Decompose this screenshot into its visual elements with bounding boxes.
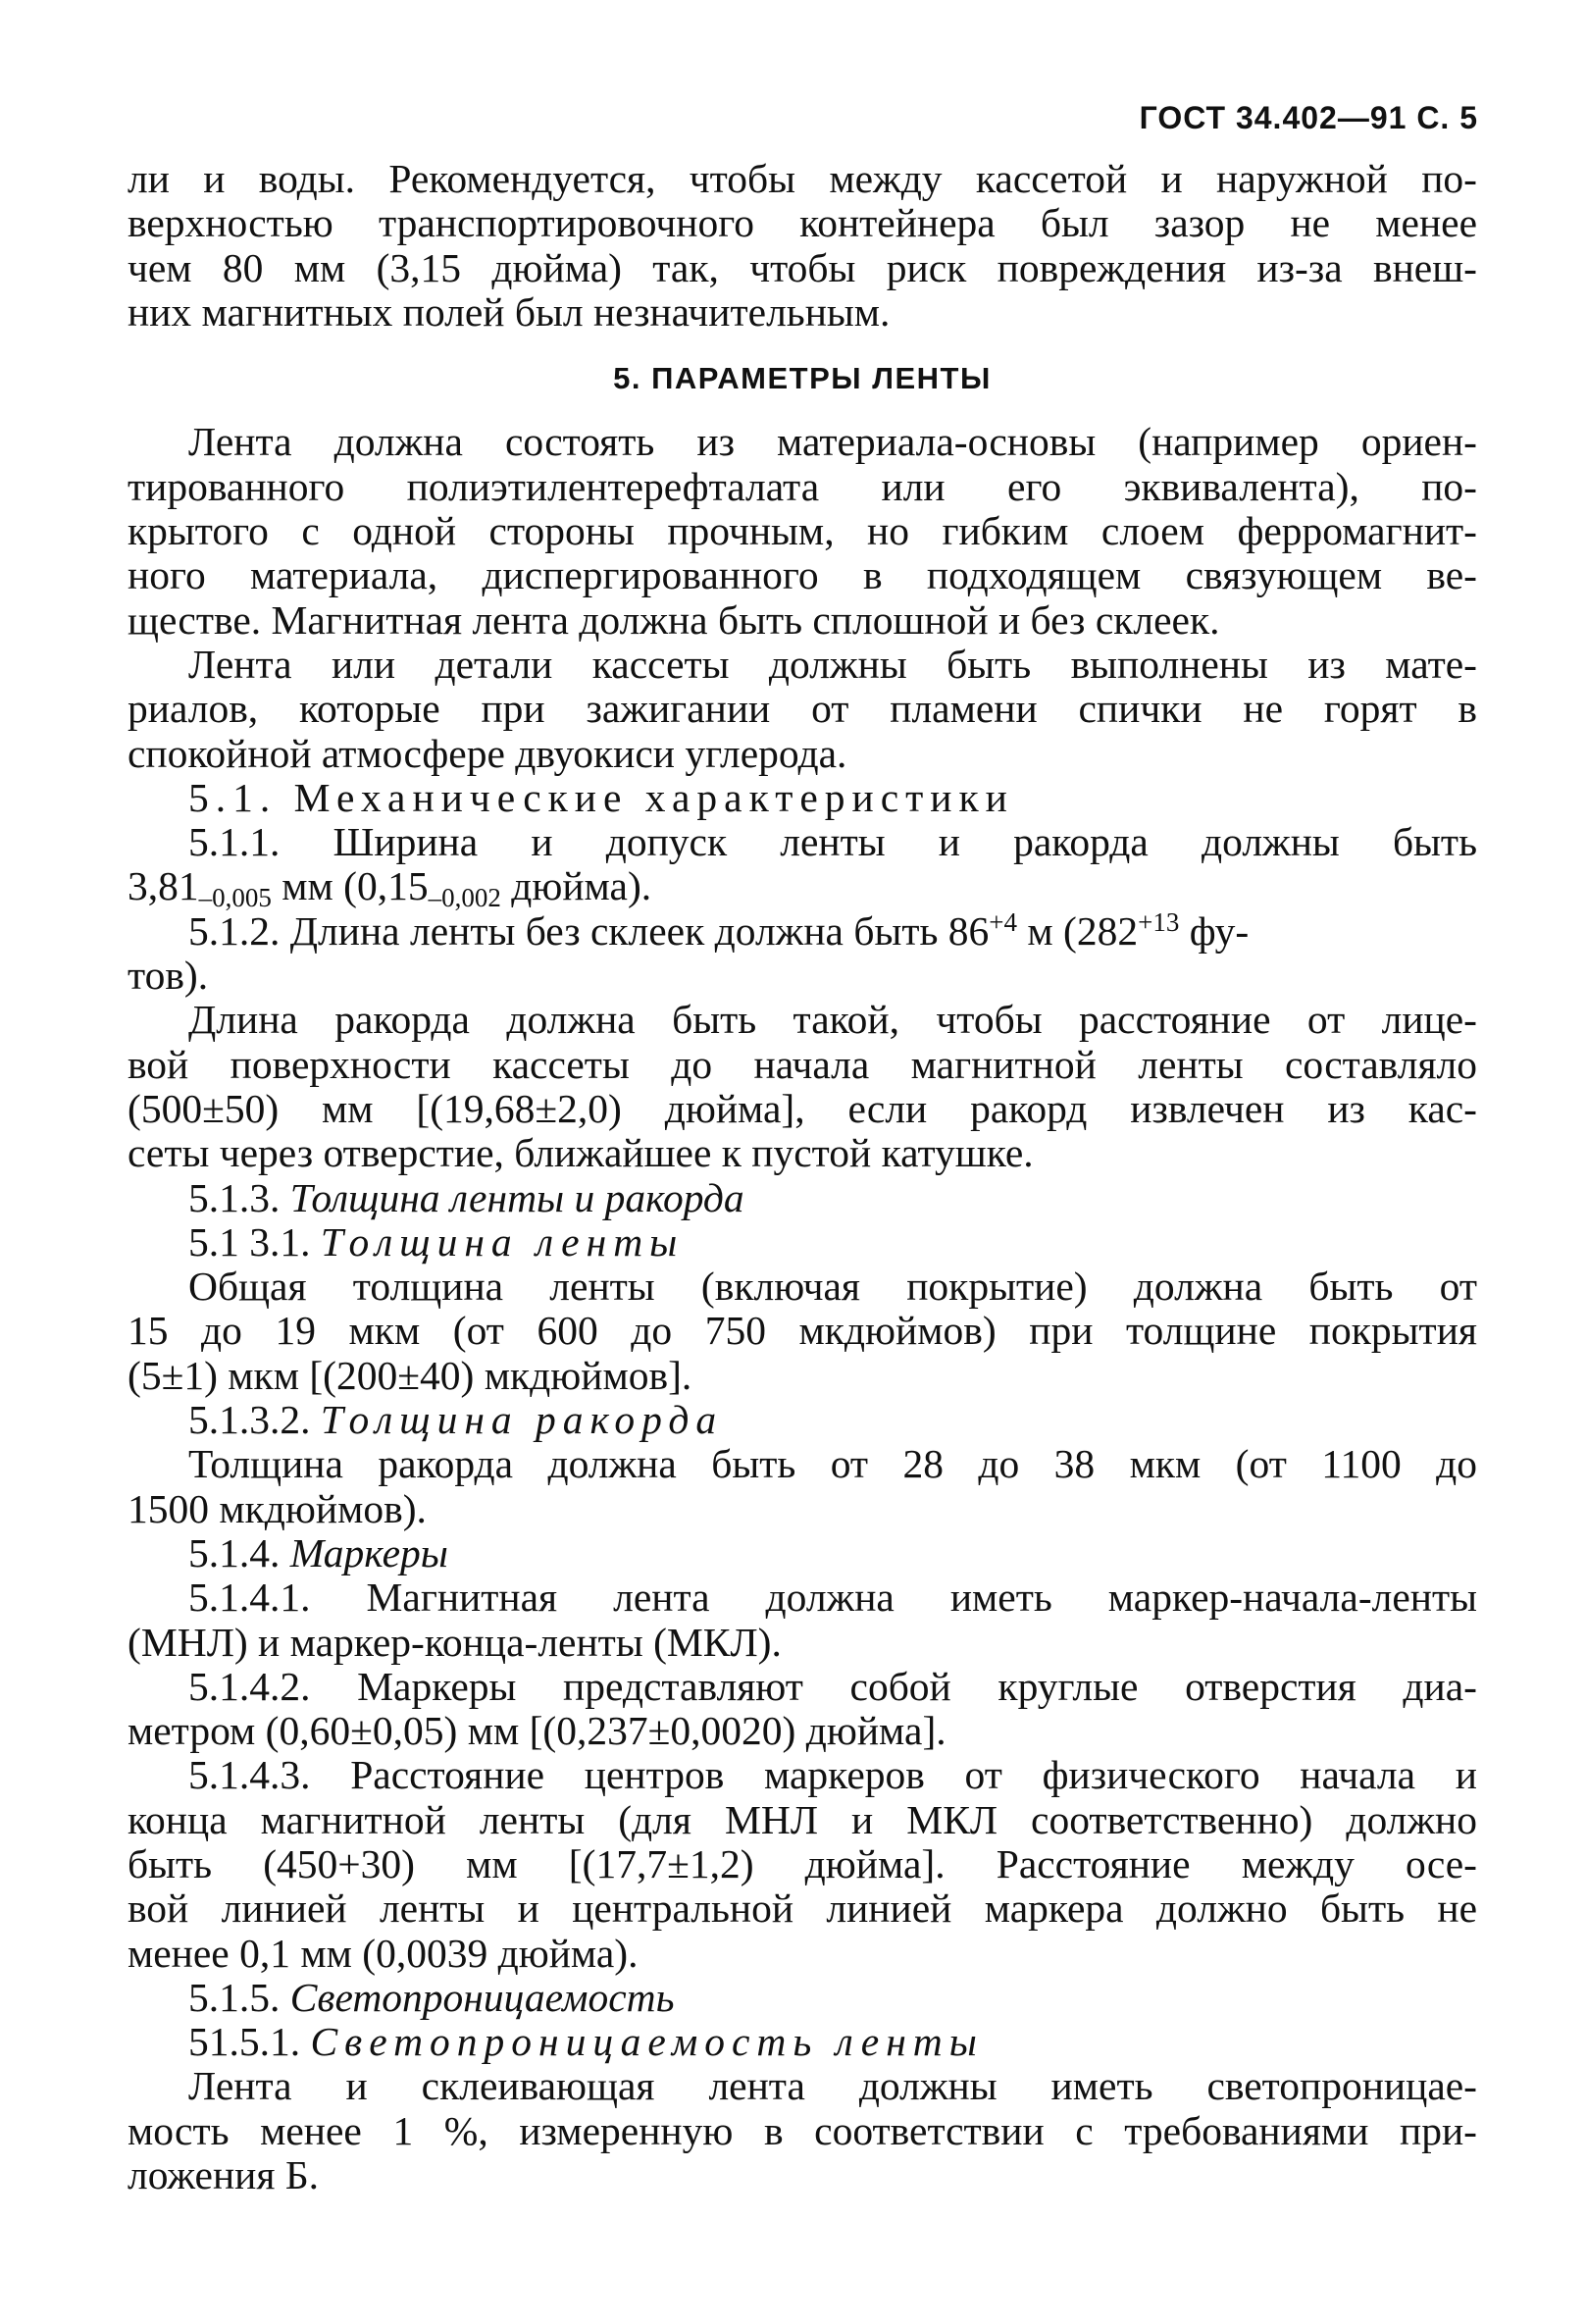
clause-5-1-4-heading: 5.1.4. Маркеры [188,1529,448,1575]
text-line: менее 0,1 мм (0,0039 дюйма). [128,1930,639,1976]
subsection-heading-5-1: 5.1. Механические характеристики [188,774,1014,820]
text-line: Лента и склеивающая лента должны иметь светопроницае- [188,2063,1477,2109]
clause-5-1-2 [128,906,1477,999]
text-line: верхностью транспортировочного контейнера был зазор не менее [128,200,1477,246]
text-line: мость менее 1 %, измеренную в соответствии с требованиями при- [128,2107,1477,2153]
text-line: (500±50) мм [(19,68±2,0) дюйма], если ракорд извлечен из кас- [128,1085,1477,1131]
text-line: 15 до 19 мкм (от 600 до 750 мкдюймов) при толщине покрытия [128,1308,1477,1354]
text-line: ли и воды. Рекомендуется, чтобы между кассетой и наружной по- [128,156,1477,201]
document-body [128,157,1477,2197]
paragraph-light-transmission [128,2064,1477,2197]
clause-5-1-4-2 [128,1665,1477,1754]
text-line: (МНЛ) и маркер-конца-ленты (МКЛ). [128,1619,782,1665]
text-line: вой поверхности кассеты до начала магнитной ленты составляло [128,1041,1477,1087]
text-line: $3,81_{-0,005}$ мм ($0,15_{-0,002}$ дюйма). [128,863,652,913]
clause-5-1-1 [128,819,1477,913]
clause-5-1-3-2-heading: 5.1.3.2. Толщина ракорда [188,1397,724,1443]
clause-5-1-5-1-heading: 51.5.1. Светопроницаемость ленты [188,2019,984,2065]
page-header: ГОСТ 34.402—91 С. 5 [1139,100,1478,135]
clause-5-1-5-heading: 5.1.5. Светопроницаемость [188,1974,675,2020]
paragraph-flammability [128,643,1477,776]
text-line: Длина ракорда должна быть такой, чтобы расстояние от лице- [188,997,1477,1043]
clause-5-1-4-3 [128,1753,1477,1975]
text-line: крытого с одной стороны прочным, но гибким слоем ферромагнит- [128,508,1477,554]
text-line: 5.1.4.2. Маркеры представляют собой круглые отверстия диа- [188,1663,1477,1709]
text-line: них магнитных полей был незначительным. [128,288,891,335]
text-line: спокойной атмосфере двуокиси углерода. [128,730,847,776]
text-line: 5.1.4.1. Магнитная лента должна иметь маркер-начала-ленты [188,1575,1477,1621]
text-line: риалов, которые при зажигании от пламени спички не горят в [128,686,1477,732]
paragraph-tape-composition [128,420,1477,642]
text-line: 5.1.1. Ширина и допуск ленты и ракорда должны быть [188,819,1477,865]
text-line: Толщина ракорда должна быть от 28 до 38 мкм (от 1100 до [188,1441,1477,1487]
text-line: 5.1.2. Длина ленты без склеек должна быть $86^{+4}$ м ($282^{+13}$ фу- [188,906,1250,954]
text-line: конца магнитной ленты (для МНЛ и МКЛ соответственно) должно [128,1796,1477,1842]
clause-5-1-3-1-heading: 5.1 3.1. Толщина ленты [188,1218,685,1265]
clause-5-1-3-heading: 5.1.3. Толщина ленты и ракорда [188,1174,744,1220]
text-line: ложения Б. [128,2152,320,2198]
text-line: сеты через отверстие, ближайшее к пустой катушке. [128,1130,1034,1176]
text-line: метром (0,60±0,05) мм [(0,237±0,0020) дюйма]. [128,1708,946,1754]
text-line: (5±1) мкм [(200±40) мкдюймов]. [128,1352,692,1398]
text-line: Лента или детали кассеты должны быть выполнены из мате- [188,641,1477,687]
paragraph-tape-thickness [128,1265,1477,1398]
text-line: быть (450+30) мм [(17,7±1,2) дюйма]. Расстояние между осе- [128,1840,1477,1886]
section-title: 5. ПАРАМЕТРЫ ЛЕНТЫ [613,361,992,396]
clause-5-1-4-1 [128,1575,1477,1665]
text-line: чем 80 мм (3,15 дюйма) так, чтобы риск повреждения из-за внеш- [128,244,1477,290]
text-line: 5.1.4.3. Расстояние центров маркеров от физического начала и [188,1752,1477,1798]
text-line: 1500 мкдюймов). [128,1485,427,1531]
text-line: тированного полиэтилентерефталата или его эквивалента), по- [128,463,1477,509]
paragraph-leader-length [128,998,1477,1175]
paragraph-storage [128,157,1477,335]
text-line: ного материала, диспергированного в подходящем связующем ве- [128,552,1477,598]
text-line: Общая толщина ленты (включая покрытие) должна быть от [188,1264,1477,1310]
text-line: тов). [128,953,209,999]
paragraph-leader-thickness [128,1442,1477,1531]
text-line: вой линией ленты и центральной линией маркера должно быть не [128,1885,1477,1932]
text-line: ществе. Магнитная лента должна быть сплошной и без склеек. [128,596,1220,643]
text-line: Лента должна состоять из материала-основы (например ориен- [188,419,1477,465]
